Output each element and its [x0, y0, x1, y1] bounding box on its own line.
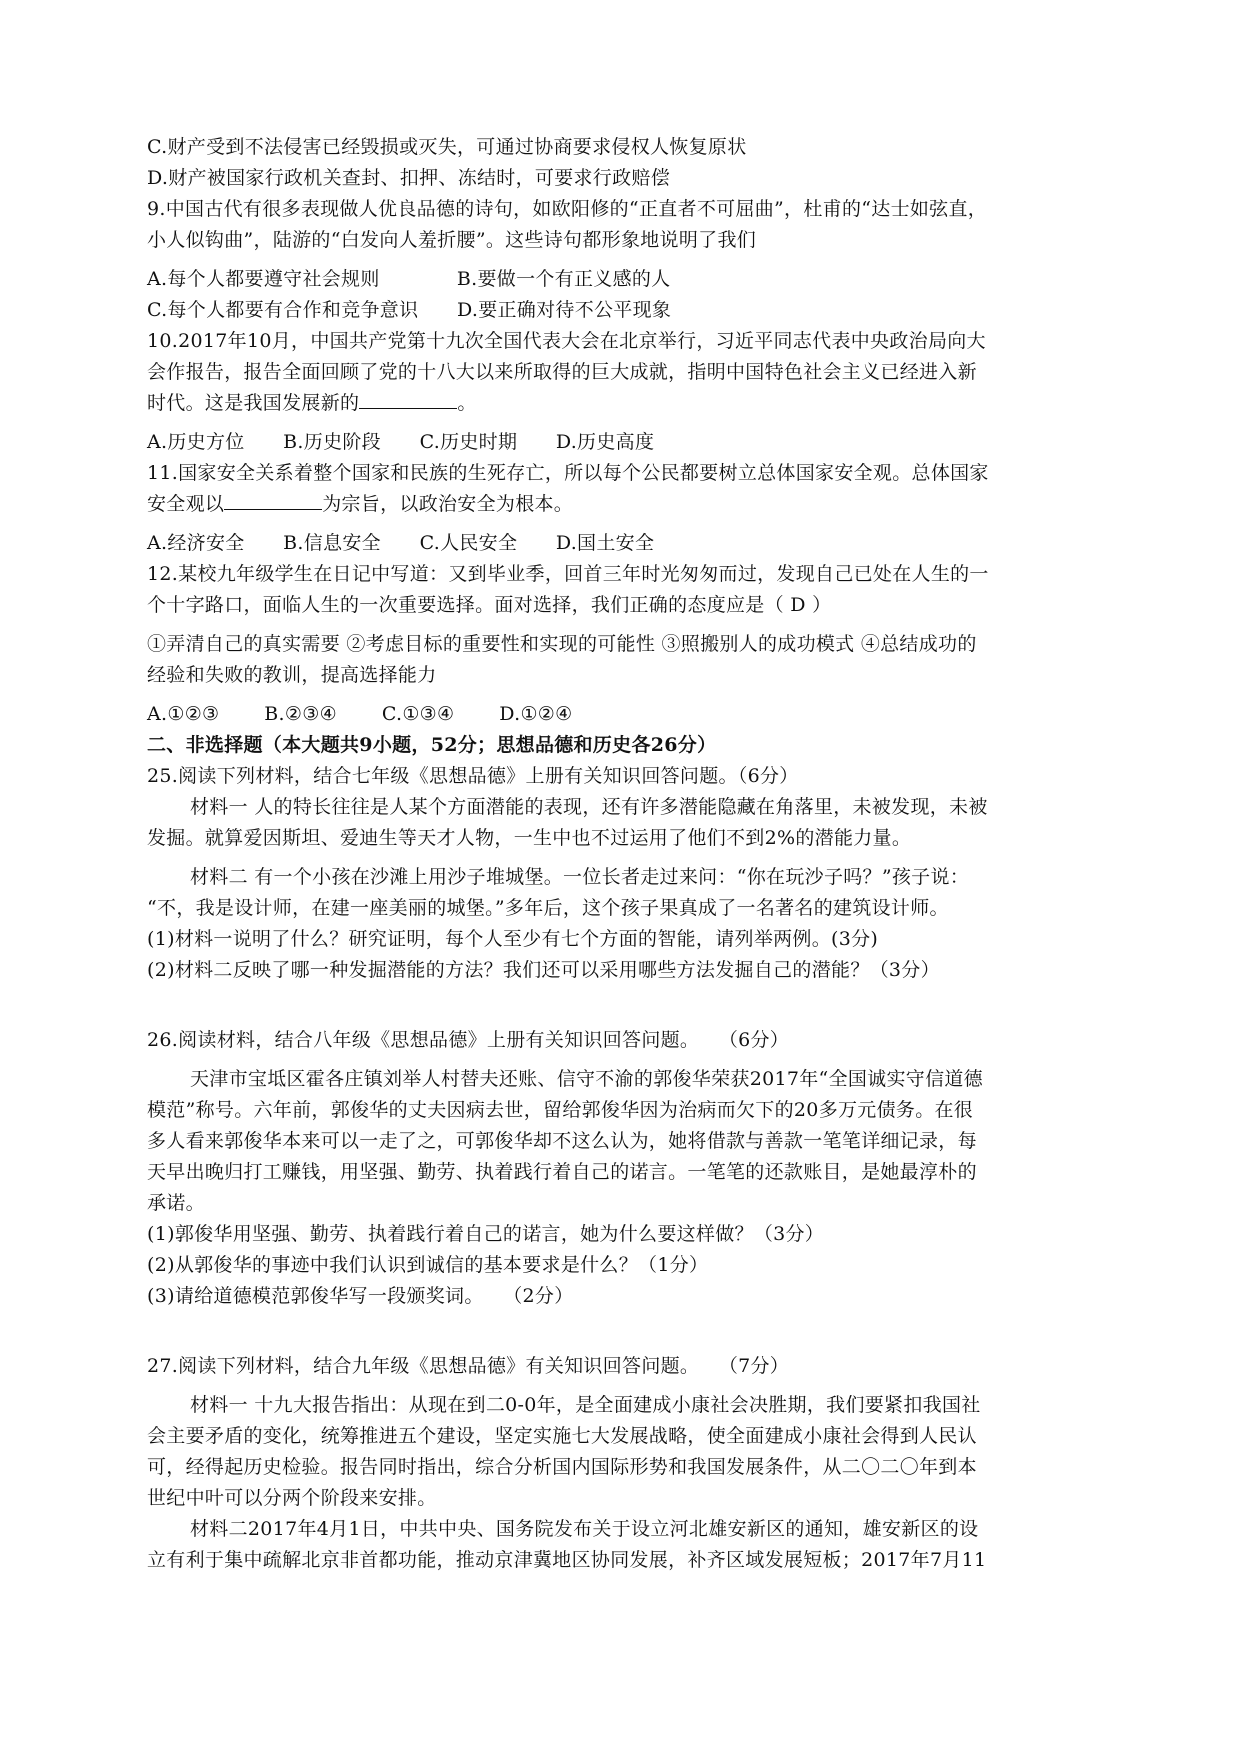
q10-options: A.历史方位 B.历史阶段 C.历史时期 D.历史高度: [147, 431, 655, 453]
answer-blank: [224, 491, 322, 510]
material-line: 世纪中叶可以分两个阶段来安排。: [147, 1487, 437, 1509]
sub-question: (2)材料二反映了哪一种发掘潜能的方法？我们还可以采用哪些方法发掘自己的潜能？（3分）: [147, 959, 940, 981]
section-title: 二、非选择题（本大题共9小题，52分；思想品德和历史各26分）: [147, 734, 717, 756]
material-line: 承诺。: [147, 1192, 205, 1214]
text-line: 10.2017年10月，中国共产党第十九次全国代表大会在北京举行，习近平同志代表中央政治局向大: [147, 330, 986, 352]
q11-blank-line: [147, 489, 1107, 519]
material-line: 材料二 有一个小孩在沙滩上用沙子堆城堡。一位长者走过来问：“你在玩沙子吗？”孩子说：: [190, 866, 970, 888]
material-line: 材料二2017年4月1日，中共中央、国务院发布关于设立河北雄安新区的通知，雄安新区的设: [190, 1518, 979, 1540]
text-line: D.财产被国家行政机关查封、扣押、冻结时，可要求行政赔偿: [147, 167, 670, 189]
material-line: 可，经得起历史检验。报告同时指出，综合分析国内国际形势和我国发展条件，从二〇二〇年到本: [147, 1456, 977, 1478]
sub-question: (1)材料一说明了什么？研究证明，每个人至少有七个方面的智能，请列举两例。(3分): [147, 928, 879, 950]
q10-text-after: 。: [457, 392, 477, 414]
q11-stem: 11.国家安全关系着整个国家和民族的生死存亡，所以每个公民都要树立总体国家安全观。总体国家: [147, 462, 989, 484]
material-line: 立有利于集中疏解北京非首都功能，推动京津冀地区协同发展，补齐区域发展短板；2017年7月11: [147, 1549, 987, 1571]
q10-blank-line: [147, 388, 1107, 418]
text-line: 会作报告，报告全面回顾了党的十八大以来所取得的巨大成就，指明中国特色社会主义已经进入新: [147, 361, 977, 383]
material-line: 发掘。就算爱因斯坦、爱迪生等天才人物，一生中也不过运用了他们不到2%的潜能力量。: [147, 827, 912, 849]
material-line: 材料一 十九大报告指出：从现在到二0-0年，是全面建成小康社会决胜期，我们要紧扣我国社: [190, 1394, 981, 1416]
q11-text-after: 为宗旨，以政治安全为根本。: [322, 493, 574, 515]
sub-question: (1)郭俊华用坚强、勤劳、执着践行着自己的诺言，她为什么要这样做？（3分）: [147, 1223, 825, 1245]
q10-text-before: 时代。这是我国发展新的: [147, 392, 360, 414]
q12-options: A.①②③ B.②③④ C.①③④ D.①②④: [147, 703, 573, 725]
material-line: 材料一 人的特长往往是人某个方面潜能的表现，还有许多潜能隐藏在角落里，未被发现，未被: [190, 796, 988, 818]
question-stem: 25.阅读下列材料，结合七年级《思想品德》上册有关知识回答问题。（6分）: [147, 765, 799, 787]
text-line: A.每个人都要遵守社会规则 B.要做一个有正义感的人: [147, 268, 671, 290]
text-line: 小人似钩曲”，陆游的“白发向人羞折腰”。这些诗句都形象地说明了我们: [147, 229, 757, 251]
material-line: 天津市宝坻区霍各庄镇刘举人村替夫还账、信守不渝的郭俊华荣获2017年“全国诚实守信道德: [190, 1068, 983, 1090]
material-line: 多人看来郭俊华本来可以一走了之，可郭俊华却不这么认为，她将借款与善款一笔笔详细记录，每: [147, 1130, 977, 1152]
question-stem: 27.阅读下列材料，结合九年级《思想品德》有关知识回答问题。 （7分）: [147, 1355, 790, 1377]
text-line: C.每个人都要有合作和竞争意识 D.要正确对待不公平现象: [147, 299, 672, 321]
material-line: 会主要矛盾的变化，统筹推进五个建设，坚定实施七大发展战略，使全面建成小康社会得到人民认: [147, 1425, 977, 1447]
text-line: 个十字路口，面临人生的一次重要选择。面对选择，我们正确的态度应是（ D ）: [147, 594, 832, 616]
text-line: C.财产受到不法侵害已经毁损或灭失，可通过协商要求侵权人恢复原状: [147, 136, 747, 158]
q11-options: A.经济安全 B.信息安全 C.人民安全 D.国土安全: [147, 532, 655, 554]
question-stem: 26.阅读材料，结合八年级《思想品德》上册有关知识回答问题。 （6分）: [147, 1029, 790, 1051]
text-line: 12.某校九年级学生在日记中写道：又到毕业季，回首三年时光匆匆而过，发现自己已处在人生的一: [147, 563, 989, 585]
answer-blank: [359, 390, 457, 409]
q11-text-before: 安全观以: [147, 493, 225, 515]
material-line: 模范”称号。六年前，郭俊华的丈夫因病去世，留给郭俊华因为治病而欠下的20多万元债务。在很: [147, 1099, 974, 1121]
text-line: ①弄清自己的真实需要 ②考虑目标的重要性和实现的可能性 ③照搬别人的成功模式 ④总结成功的: [147, 633, 977, 655]
text-line: 9.中国古代有很多表现做人优良品德的诗句，如欧阳修的“正直者不可屈曲”，杜甫的“达士如弦直，: [147, 198, 988, 220]
material-line: 天早出晚归打工赚钱，用坚强、勤劳、执着践行着自己的诺言。一笔笔的还款账目，是她最淳朴的: [147, 1161, 977, 1183]
sub-question: (2)从郭俊华的事迹中我们认识到诚信的基本要求是什么？（1分）: [147, 1254, 709, 1276]
material-line: “不，我是设计师，在建一座美丽的城堡。”多年后，这个孩子果真成了一名著名的建筑设计师。: [147, 897, 949, 919]
text-line: 经验和失败的教训，提高选择能力: [147, 664, 437, 686]
sub-question: (3)请给道德模范郭俊华写一段颁奖词。 （2分）: [147, 1285, 574, 1307]
